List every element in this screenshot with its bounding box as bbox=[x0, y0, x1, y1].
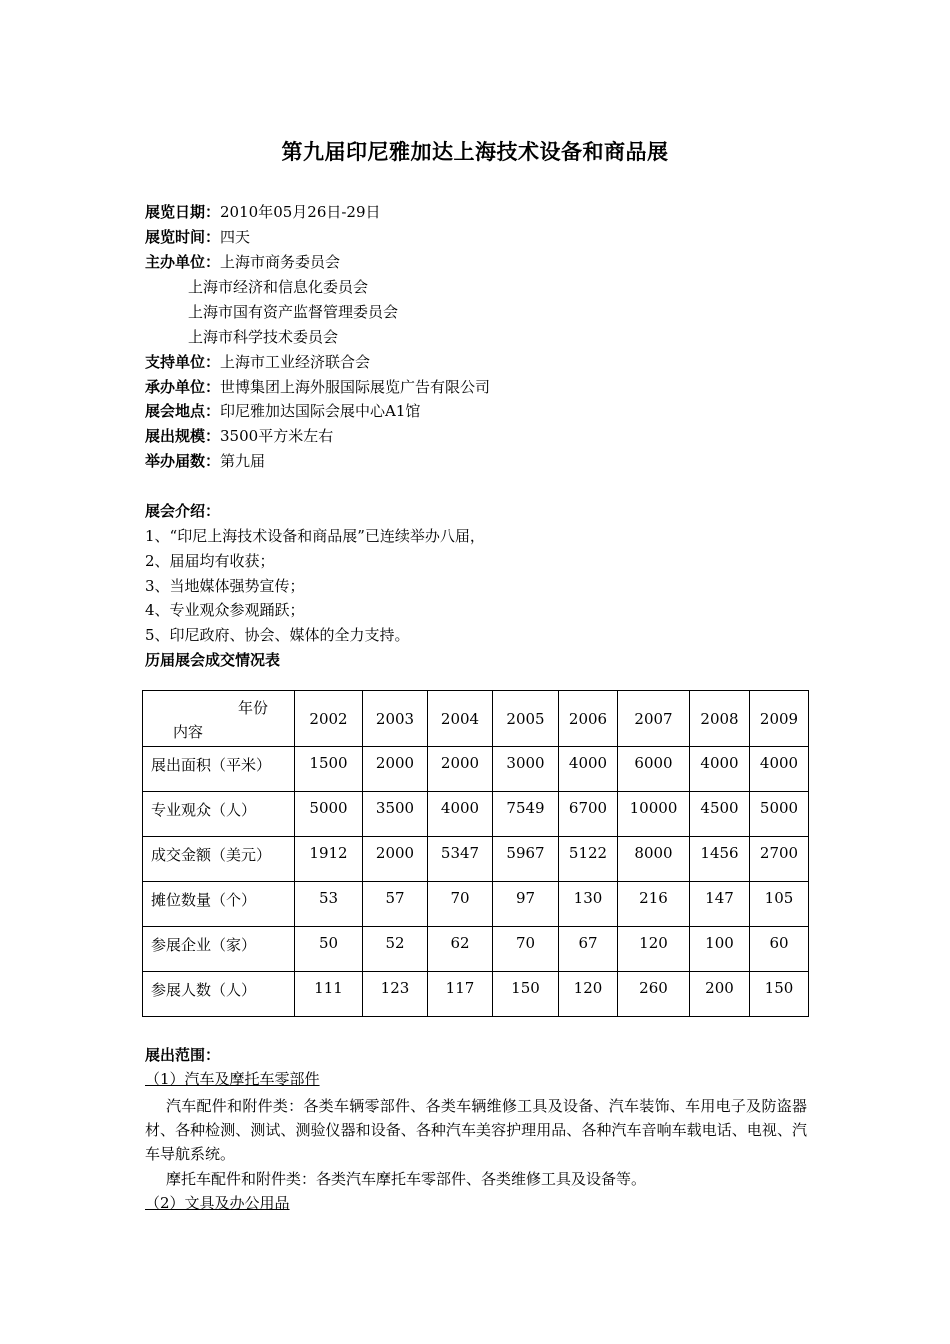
info-host-value-2: 上海市经济和信息化委员会 bbox=[188, 278, 369, 296]
table-cell bbox=[363, 837, 428, 882]
table-cell bbox=[690, 927, 750, 972]
table-cell bbox=[618, 837, 690, 882]
table-cell bbox=[493, 792, 559, 837]
row-label: 成交金额（美元） bbox=[151, 846, 272, 864]
info-duration-value: 四天 bbox=[220, 228, 251, 246]
table-cell bbox=[750, 882, 809, 927]
info-venue-label: 展会地点： bbox=[145, 402, 221, 420]
row-label: 展出面积（平米） bbox=[151, 756, 272, 774]
cell-value: 4000 bbox=[440, 799, 480, 817]
cell-value: 123 bbox=[380, 979, 410, 997]
table-cell bbox=[559, 927, 618, 972]
table-cell bbox=[750, 837, 809, 882]
table-cell bbox=[750, 927, 809, 972]
info-organizer-value: 世博集团上海外服国际展览广告有限公司 bbox=[220, 378, 491, 396]
info-host-value-4: 上海市科学技术委员会 bbox=[188, 328, 339, 346]
info-venue-value: 印尼雅加达国际会展中心A1馆 bbox=[220, 402, 421, 420]
info-duration-label: 展览时间： bbox=[145, 228, 221, 246]
table-cell bbox=[618, 747, 690, 792]
corner-year-label: 年份 bbox=[237, 699, 268, 717]
info-edition-label: 举办届数： bbox=[145, 452, 221, 470]
cell-value: 2700 bbox=[759, 844, 799, 862]
table-cell bbox=[363, 882, 428, 927]
info-venue bbox=[145, 401, 420, 421]
info-host-value-1: 上海市商务委员会 bbox=[220, 253, 341, 271]
table-cell bbox=[690, 882, 750, 927]
table-cell bbox=[559, 972, 618, 1017]
table-cell bbox=[428, 837, 493, 882]
cell-value: 97 bbox=[515, 889, 536, 907]
table-row bbox=[143, 747, 809, 792]
table-cell bbox=[493, 972, 559, 1017]
scope-paragraph: 摩托车配件和附件类：各类汽车摩托车零部件、各类维修工具及设备等。 bbox=[166, 1170, 647, 1188]
row-label-cell bbox=[143, 972, 295, 1017]
scope-paragraph: 汽车配件和附件类：各类车辆零部件、各类车辆维修工具及设备、汽车装饰、车用电子及防盗器材、各种检测、测试、测验仪器和设备、各种汽车美容护理用品、各种汽车音响车载电话、电视、汽车导航系统。 bbox=[145, 1097, 807, 1163]
cell-value: 67 bbox=[578, 934, 598, 952]
info-date-label: 展览日期： bbox=[145, 203, 221, 221]
stats-table bbox=[142, 690, 809, 1017]
cell-value: 150 bbox=[511, 979, 540, 997]
cell-value: 260 bbox=[639, 979, 668, 997]
year-header: 2009 bbox=[750, 691, 809, 747]
cell-value: 5967 bbox=[506, 844, 545, 862]
info-support-value: 上海市工业经济联合会 bbox=[220, 353, 371, 371]
row-label-cell bbox=[143, 837, 295, 882]
table-cell bbox=[493, 927, 559, 972]
table-header-row bbox=[143, 691, 809, 747]
cell-value: 70 bbox=[515, 934, 536, 952]
cell-value: 10000 bbox=[629, 799, 678, 817]
cell-value: 117 bbox=[445, 979, 475, 997]
year-header: 2002 bbox=[295, 691, 363, 747]
row-label: 专业观众（人） bbox=[151, 801, 257, 819]
table-cell bbox=[493, 837, 559, 882]
cell-value: 4000 bbox=[700, 754, 739, 772]
cell-value: 4500 bbox=[700, 799, 739, 817]
year-header: 2003 bbox=[363, 691, 428, 747]
cell-value: 5000 bbox=[309, 799, 348, 817]
intro-item: 4、专业观众参观踊跃； bbox=[145, 601, 305, 619]
info-date bbox=[145, 202, 381, 222]
table-cell bbox=[295, 837, 363, 882]
table-cell bbox=[295, 927, 363, 972]
table-cell bbox=[690, 837, 750, 882]
table-cell bbox=[363, 972, 428, 1017]
table-cell bbox=[559, 747, 618, 792]
table-cell bbox=[750, 747, 809, 792]
table-cell bbox=[559, 882, 618, 927]
year-header: 2004 bbox=[428, 691, 493, 747]
cell-value: 60 bbox=[769, 934, 789, 952]
table-cell bbox=[295, 882, 363, 927]
info-support-label: 支持单位： bbox=[145, 353, 221, 371]
info-scale bbox=[145, 426, 333, 446]
cell-value: 1500 bbox=[309, 754, 348, 772]
table-cell bbox=[428, 792, 493, 837]
table-cell bbox=[493, 882, 559, 927]
table-cell bbox=[750, 792, 809, 837]
cell-value: 52 bbox=[385, 934, 405, 952]
row-label-cell bbox=[143, 792, 295, 837]
cell-value: 216 bbox=[639, 889, 668, 907]
info-date-value: 2010年05月26日-29日 bbox=[220, 203, 381, 221]
table-cell bbox=[618, 792, 690, 837]
table-cell bbox=[363, 927, 428, 972]
cell-value: 150 bbox=[764, 979, 794, 997]
table-cell bbox=[295, 747, 363, 792]
cell-value: 100 bbox=[705, 934, 734, 952]
info-organizer bbox=[145, 377, 490, 397]
table-cell bbox=[618, 972, 690, 1017]
info-support bbox=[145, 352, 370, 372]
cell-value: 105 bbox=[764, 889, 794, 907]
cell-value: 120 bbox=[639, 934, 668, 952]
row-label-cell bbox=[143, 927, 295, 972]
table-row bbox=[143, 972, 809, 1017]
scope-category-1: （1）汽车及摩托车零部件 bbox=[145, 1070, 320, 1088]
table-corner-cell bbox=[143, 691, 295, 747]
cell-value: 5122 bbox=[568, 844, 608, 862]
table-cell bbox=[363, 747, 428, 792]
row-label: 摊位数量（个） bbox=[151, 891, 257, 909]
cell-value: 8000 bbox=[634, 844, 673, 862]
corner-content-label: 内容 bbox=[173, 723, 204, 741]
cell-value: 6700 bbox=[568, 799, 608, 817]
table-row bbox=[143, 882, 809, 927]
cell-value: 5347 bbox=[440, 844, 480, 862]
table-cell bbox=[363, 792, 428, 837]
cell-value: 57 bbox=[385, 889, 405, 907]
scope-category-2: （2）文具及办公用品 bbox=[145, 1194, 290, 1212]
cell-value: 1912 bbox=[309, 844, 348, 862]
cell-value: 1456 bbox=[700, 844, 739, 862]
info-host bbox=[145, 252, 340, 272]
info-duration bbox=[145, 227, 250, 247]
page-title: 第九届印尼雅加达上海技术设备和商品展 bbox=[281, 139, 669, 164]
table-cell bbox=[295, 792, 363, 837]
info-edition bbox=[145, 451, 265, 471]
cell-value: 7549 bbox=[506, 799, 545, 817]
cell-value: 2000 bbox=[440, 754, 480, 772]
table-cell bbox=[618, 927, 690, 972]
intro-item: 3、当地媒体强势宣传； bbox=[145, 577, 305, 595]
table-cell bbox=[690, 792, 750, 837]
table-cell bbox=[690, 747, 750, 792]
table-caption: 历届展会成交情况表 bbox=[145, 651, 281, 669]
table-row bbox=[143, 792, 809, 837]
row-label: 参展企业（家） bbox=[151, 936, 257, 954]
year-header: 2007 bbox=[618, 691, 690, 747]
cell-value: 62 bbox=[450, 934, 470, 952]
cell-value: 4000 bbox=[759, 754, 799, 772]
table-cell bbox=[428, 882, 493, 927]
intro-heading: 展会介绍： bbox=[145, 502, 221, 520]
cell-value: 130 bbox=[573, 889, 603, 907]
table-cell bbox=[428, 927, 493, 972]
cell-value: 147 bbox=[705, 889, 734, 907]
cell-value: 2000 bbox=[375, 844, 415, 862]
info-scale-label: 展出规模： bbox=[145, 427, 221, 445]
info-host-value-3: 上海市国有资产监督管理委员会 bbox=[188, 303, 399, 321]
table-cell bbox=[750, 972, 809, 1017]
intro-item: 2、届届均有收获； bbox=[145, 552, 275, 570]
row-label: 参展人数（人） bbox=[151, 981, 257, 999]
info-host-label: 主办单位： bbox=[145, 253, 221, 271]
table-cell bbox=[618, 882, 690, 927]
cell-value: 6000 bbox=[634, 754, 673, 772]
cell-value: 5000 bbox=[759, 799, 799, 817]
cell-value: 3000 bbox=[506, 754, 545, 772]
table-cell bbox=[493, 747, 559, 792]
info-scale-value: 3500平方米左右 bbox=[220, 427, 334, 445]
scope-heading: 展出范围： bbox=[145, 1046, 221, 1064]
info-organizer-label: 承办单位： bbox=[145, 378, 221, 396]
table-cell bbox=[559, 792, 618, 837]
cell-value: 70 bbox=[450, 889, 470, 907]
intro-item: 5、印尼政府、协会、媒体的全力支持。 bbox=[145, 626, 410, 644]
table-cell bbox=[428, 972, 493, 1017]
row-label-cell bbox=[143, 882, 295, 927]
table-cell bbox=[559, 837, 618, 882]
cell-value: 200 bbox=[705, 979, 734, 997]
cell-value: 2000 bbox=[375, 754, 415, 772]
intro-item: 1、“印尼上海技术设备和商品展”已连续举办八届， bbox=[145, 527, 485, 545]
cell-value: 4000 bbox=[568, 754, 608, 772]
year-header: 2006 bbox=[559, 691, 618, 747]
table-cell bbox=[690, 972, 750, 1017]
row-label-cell bbox=[143, 747, 295, 792]
cell-value: 50 bbox=[318, 934, 339, 952]
cell-value: 53 bbox=[318, 889, 339, 907]
cell-value: 120 bbox=[573, 979, 603, 997]
table-row bbox=[143, 927, 809, 972]
cell-value: 3500 bbox=[375, 799, 415, 817]
year-header: 2005 bbox=[493, 691, 559, 747]
year-header: 2008 bbox=[690, 691, 750, 747]
table-cell bbox=[295, 972, 363, 1017]
table-cell bbox=[428, 747, 493, 792]
table-row bbox=[143, 837, 809, 882]
cell-value: 111 bbox=[314, 979, 343, 997]
info-edition-value: 第九届 bbox=[220, 452, 266, 470]
